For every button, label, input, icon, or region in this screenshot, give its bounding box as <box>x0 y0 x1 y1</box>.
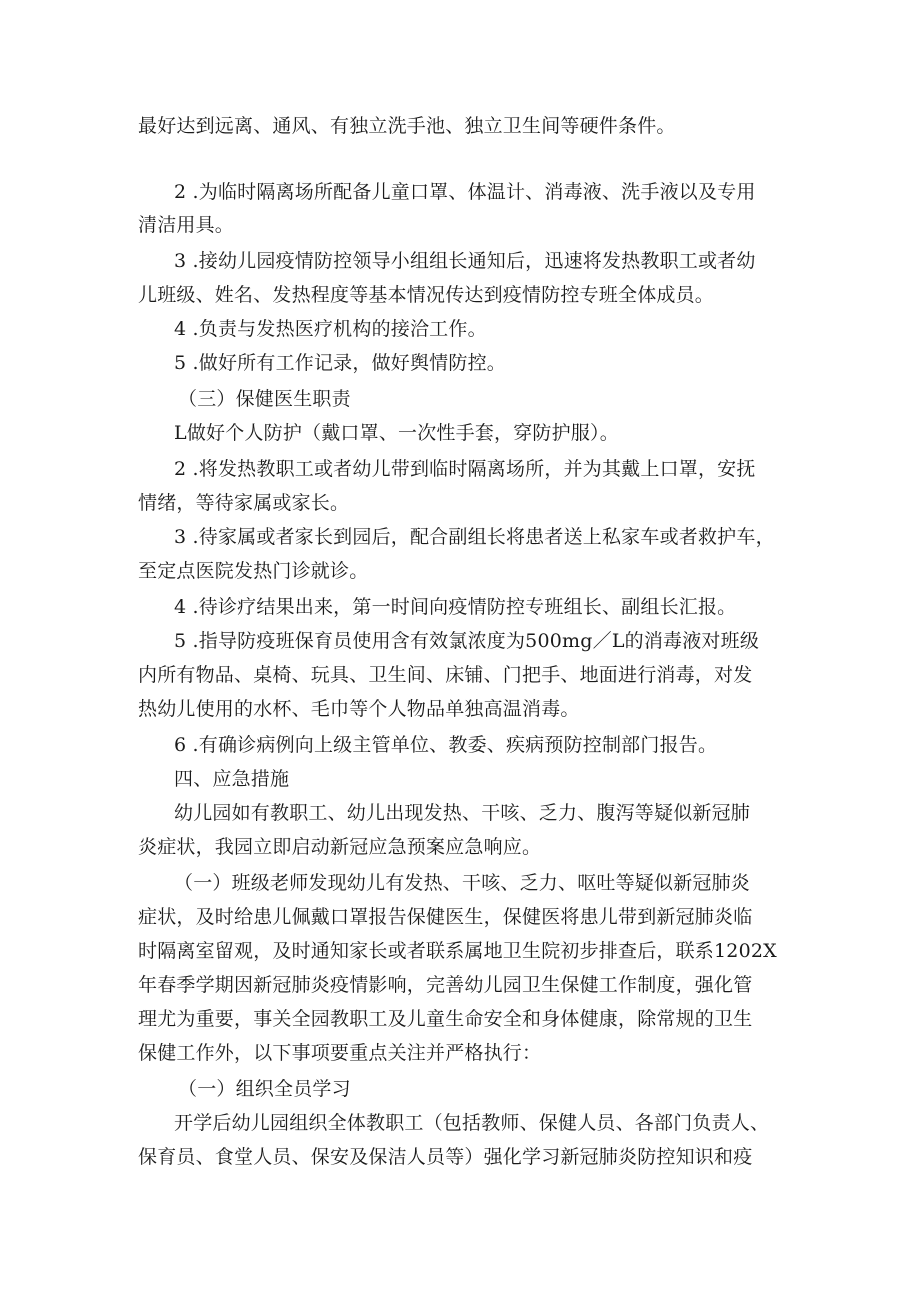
text-line: 理尤为重要，事关全园教职工及儿童生命安全和身体健康，除常规的卫生 <box>138 1008 753 1030</box>
text-line: 2 .为临时隔离场所配备儿童口罩、体温计、消毒液、洗手液以及专用 <box>174 181 756 203</box>
text-line: 热幼儿使用的水杯、毛巾等个人物品单独高温消毒。 <box>138 698 580 720</box>
text-line: 幼儿园如有教职工、幼儿出现发热、干咳、乏力、腹泻等疑似新冠肺 <box>174 802 751 824</box>
text-line: 年春季学期因新冠肺炎疫情影响，完善幼儿园卫生保健工作制度，强化管 <box>138 974 753 996</box>
text-line: 3 .接幼儿园疫情防控领导小组组长通知后，迅速将发热教职工或者幼 <box>174 250 756 272</box>
text-line: 情绪，等待家属或家长。 <box>138 492 350 514</box>
text-line: 炎症状，我园立即启动新冠应急预案应急响应。 <box>138 836 542 858</box>
section-heading: （三）保健医生职责 <box>178 388 351 410</box>
text-line: 3 .待家属或者家长到园后，配合副组长将患者送上私家车或者救护车， <box>174 526 775 548</box>
text-line: 开学后幼儿园组织全体教职工（包括教师、保健人员、各部门负责人、 <box>174 1112 770 1134</box>
text-line: 儿班级、姓名、发热程度等基本情况传达到疫情防控专班全体成员。 <box>138 284 715 306</box>
text-line: 清洁用具。 <box>138 214 235 236</box>
text-line: 4 .负责与发热医疗机构的接洽工作。 <box>174 318 487 340</box>
text-line: 5 .做好所有工作记录，做好舆情防控。 <box>174 352 506 374</box>
text-line: （一）班级老师发现幼儿有发热、干咳、乏力、呕吐等疑似新冠肺炎 <box>174 872 751 894</box>
text-line: 保育员、食堂人员、保安及保洁人员等）强化学习新冠肺炎防控知识和疫 <box>138 1146 753 1168</box>
text-line: 症状，及时给患儿佩戴口罩报告保健医生，保健医将患儿带到新冠肺炎临 <box>138 906 753 928</box>
text-line: 5 .指导防疫班保育员使用含有效氯浓度为500mg／L的消毒液对班级 <box>174 630 760 652</box>
text-line: 至定点医院发热门诊就诊。 <box>138 560 369 582</box>
text-line: 最好达到远离、通风、有独立洗手池、独立卫生间等硬件条件。 <box>138 115 676 137</box>
section-heading: （一）组织全员学习 <box>178 1078 351 1100</box>
text-line: 内所有物品、桌椅、玩具、卫生间、床铺、门把手、地面进行消毒，对发 <box>138 664 753 686</box>
text-line: 时隔离室留观，及时通知家长或者联系属地卫生院初步排查后，联系1202X <box>138 940 777 962</box>
text-line: 6 .有确诊病例向上级主管单位、教委、疾病预防控制部门报告。 <box>174 734 718 756</box>
text-line: 2 .将发热教职工或者幼儿带到临时隔离场所，并为其戴上口罩，安抚 <box>174 458 756 480</box>
text-line: L做好个人防护（戴口罩、一次性手套，穿防护服）。 <box>174 422 619 444</box>
text-line: 保健工作外，以下事项要重点关注并严格执行： <box>138 1042 542 1064</box>
section-heading: 四、应急措施 <box>174 768 290 790</box>
text-line: 4 .待诊疗结果出来，第一时间向疫情防控专班组长、副组长汇报。 <box>174 596 737 618</box>
